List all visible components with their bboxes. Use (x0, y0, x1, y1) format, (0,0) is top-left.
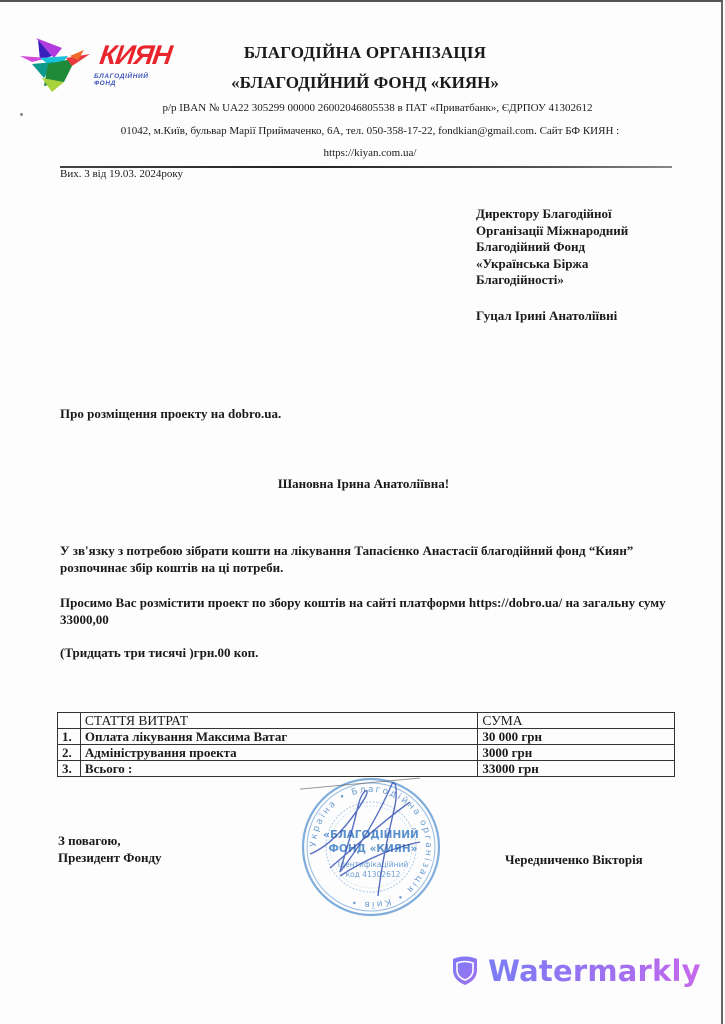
closing-salutation: З повагою, (58, 833, 121, 848)
header-sum: СУМА (478, 713, 675, 729)
row-item: Всього : (80, 761, 477, 777)
row-num: 2. (58, 745, 81, 761)
watermarkly-watermark (450, 954, 701, 988)
addressee-name: Гуцал Ірині Анатоліївні (476, 308, 618, 323)
letter-subject: Про розміщення проекту на dobro.ua. (60, 406, 282, 421)
signer-name: Чередниченко Вікторія (505, 852, 643, 867)
org-title-line1: БЛАГОДІЙНА ОРГАНІЗАЦІЯ (243, 43, 487, 62)
org-bank-details: р/р IBAN № UA22 305299 00000 26002046805538 в ПАТ «Приватбанк», ЄДРПОУ 41302612 (162, 102, 593, 114)
row-num: 3. (58, 761, 81, 777)
logo-wordmark: КИЯН (97, 40, 174, 70)
table-header-row (58, 713, 675, 729)
stamp-seal-icon (300, 776, 442, 918)
table-row (58, 729, 675, 745)
letter-greeting: Шановна Ірина Анатоліївна! (277, 476, 450, 491)
logo-subtitle: БЛАГОДІЙНИЙ ФОНД (94, 73, 149, 87)
row-sum: 30 000 грн (478, 729, 675, 745)
table-row (58, 745, 675, 761)
table-row (58, 761, 675, 777)
body-paragraph-1: У зв'язку з потребою зібрати кошти на лікування Тапасієнко Анастасії благодійний фонд “Киян” розпочинає збір коштів на ці потреби. (60, 543, 634, 575)
addressee-line: «Українська Біржа (476, 255, 589, 271)
header-item: СТАТТЯ ВИТРАТ (80, 713, 477, 729)
row-sum: 3000 грн (478, 745, 675, 761)
svg-text:«БЛАГОДІЙНИЙ: «БЛАГОДІЙНИЙ (323, 829, 419, 841)
addressee-line: Організації Міжнародний (476, 222, 629, 238)
org-address: 01042, м.Київ, бульвар Марії Приймаченко, 6А, тел. 050-358-17-22, fondkian@gmail.com. Сайт БФ КИЯН : (120, 125, 620, 137)
row-item: Оплата лікування Максима Ватаг (80, 729, 477, 745)
row-num: 1. (58, 729, 81, 745)
body-paragraph-2: Просимо Вас розмістити проект по збору коштів на сайті платформи https://dobro.ua/ на загальну суму 33000,00 (60, 595, 666, 627)
svg-text:Україна • Благодійна організац: Україна • Благодійна організація • Київ • (308, 784, 434, 910)
org-website-link[interactable]: https://kiyan.com.ua/ (323, 147, 417, 159)
header-num (58, 713, 81, 729)
svg-text:Ідентифікаційний: Ідентифікаційний (337, 860, 409, 869)
org-title-line2: «БЛАГОДІЙНИЙ ФОНД «КИЯН» (231, 73, 499, 92)
addressee-line: Благодійний Фонд (476, 239, 586, 254)
shield-icon (450, 955, 480, 987)
watermark-text: Watermarkly (488, 954, 701, 988)
addressee-line: Благодійності» (476, 272, 564, 287)
svg-text:код 41302612: код 41302612 (345, 870, 401, 879)
official-stamp (300, 776, 442, 918)
expenses-table (57, 712, 675, 777)
addressee-line: Директору Благодійної (476, 206, 612, 221)
closing-block (58, 832, 162, 866)
body-paragraph-3: (Тридцать три тисячі )грн.00 коп. (60, 645, 259, 660)
row-item: Адміністрування проекта (80, 745, 477, 761)
row-sum: 33000 грн (478, 761, 675, 777)
outgoing-reference: Вих. 3 від 19.03. 2024року (60, 168, 184, 180)
addressee-block (476, 206, 628, 289)
closing-title: Президент Фонду (58, 850, 162, 865)
svg-text:ФОНД «КИЯН»: ФОНД «КИЯН» (328, 843, 418, 855)
